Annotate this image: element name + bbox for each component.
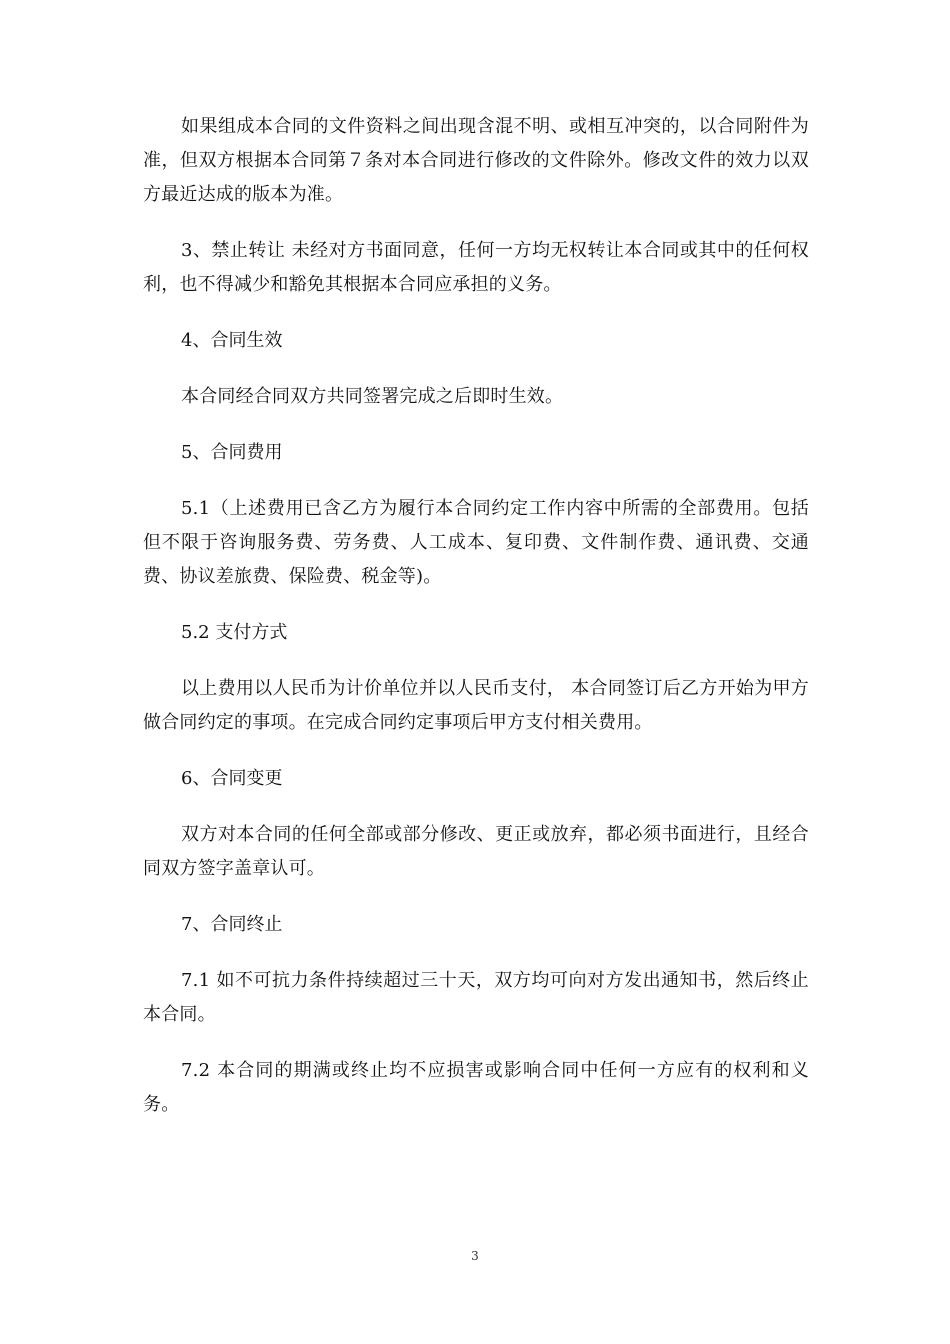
heading-contract-effective: 4、合同生效	[181, 330, 283, 351]
paragraph-payment-text: 以上费用以人民币为计价单位并以人民币支付， 本合同签订后乙方开始为甲方做合同约定的事项。在完成合同约定事项后甲方支付相关费用。	[143, 678, 809, 733]
paragraph-fees-5-1: 5.1（上述费用已含乙方为履行本合同约定工作内容中所需的全部费用。包括但不限于咨询服务费、劳务费、人工成本、复印费、文件制作费、通讯费、交通费、协议差旅费、保险费、税金等)。	[143, 498, 809, 587]
paragraph-no-transfer: 3、禁止转让 未经对方书面同意，任何一方均无权转让本合同或其中的任何权利，也不得减少和豁免其根据本合同应承担的义务。	[143, 240, 809, 295]
heading-payment-method: 5.2 支付方式	[181, 622, 288, 643]
paragraph-termination-7-1: 7.1 如不可抗力条件持续超过三十天，双方均可向对方发出通知书，然后终止本合同。	[143, 970, 809, 1025]
heading-contract-termination: 7、合同终止	[181, 914, 283, 935]
paragraph-change-text: 双方对本合同的任何全部或部分修改、更正或放弃，都必须书面进行，且经合同双方签字盖章认可。	[143, 824, 809, 879]
paragraph-conflict-clause: 如果组成本合同的文件资料之间出现含混不明、或相互冲突的，以合同附件为准，但双方根据本合同第７条对本合同进行修改的文件除外。修改文件的效力以双方最近达成的版本为准。	[143, 116, 809, 205]
paragraph-termination-7-2: 7.2 本合同的期满或终止均不应损害或影响合同中任何一方应有的权利和义务。	[143, 1060, 809, 1115]
paragraph-effective-text: 本合同经合同双方共同签署完成之后即时生效。	[181, 386, 564, 407]
heading-contract-fees: 5、合同费用	[181, 442, 283, 463]
heading-contract-change: 6、合同变更	[181, 768, 283, 789]
page-number: 3	[471, 1249, 479, 1263]
document-body	[143, 110, 809, 1144]
